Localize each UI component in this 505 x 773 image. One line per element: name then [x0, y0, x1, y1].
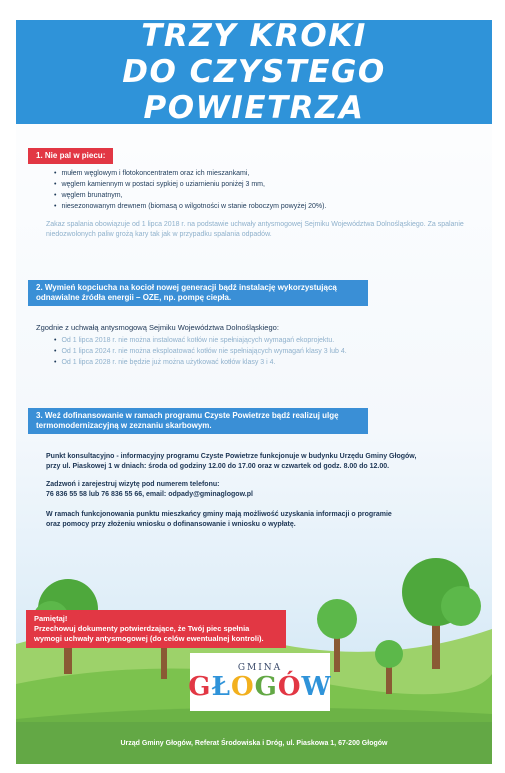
section-3-paragraph-3: [46, 510, 486, 530]
section-3-label: [28, 408, 368, 434]
reminder-heading: Pamiętaj!: [34, 614, 68, 623]
reminder-line-2: wymogi uchwały antysmogowej (do celów ewentualnej kontroli).: [34, 634, 264, 643]
section-1-note: Zakaz spalania obowiązuje od 1 lipca 2018 r. na podstawie uchwały antysmogowej Sejmiku Województwa Dolnośląskiego. Za spalanie niedozwolonych paliw grożą kary tak jak w przypadku spalania odpadów.: [46, 221, 464, 238]
paragraph-line: oraz pomocy przy złożeniu wniosku o dofinansowanie i wniosku o wypłatę.: [46, 521, 296, 528]
reminder-box: [26, 610, 286, 648]
logo-text-big: GŁOGÓW: [188, 672, 332, 702]
poster: [16, 20, 492, 764]
section-2-intro: Zgodnie z uchwałą antysmogową Sejmiku Województwa Dolnośląskiego:: [36, 323, 279, 332]
section-2-list: [54, 335, 464, 368]
reminder-line-1: Przechowuj dokumenty potwierdzające, że Twój piec spełnia: [34, 624, 250, 633]
section-3-label-line-1: 3. Weź dofinansowanie w ramach programu Czyste Powietrze bądź realizuj ulgę: [36, 411, 339, 420]
logo-text-small: GMINA: [237, 663, 283, 673]
section-1-list: [54, 168, 474, 212]
section-3-paragraph-2: [46, 480, 486, 500]
paragraph-line: Punkt konsultacyjno - informacyjny programu Czyste Powietrze funkcjonuje w budynku Urzędu Gminy Głogów,: [46, 453, 417, 460]
paragraph-line: Zadzwoń i zarejestruj wizytę pod numerem telefonu:: [46, 481, 220, 488]
list-item: • węglem brunatnym,: [54, 190, 474, 201]
list-item: • Od 1 lipca 2028 r. nie będzie już można użytkować kotłów klasy 3 i 4.: [54, 357, 464, 368]
section-2-label-line-1: 2. Wymień kopciucha na kocioł nowej generacji bądź instalację wykorzystującą: [36, 283, 337, 292]
title-line-1: TRZY KROKI: [141, 20, 367, 54]
list-item: • niesezonowanym drewnem (biomasą o wilgotności w stanie roboczym powyżej 20%).: [54, 201, 474, 212]
title-line-2: DO CZYSTEGO POWIETRZA: [122, 54, 386, 126]
contact-line: 76 836 55 58 lub 76 836 55 66, email: odpady@gminaglogow.pl: [46, 491, 253, 498]
list-item: • mułem węglowym i flotokoncentratem oraz ich mieszankami,: [54, 168, 474, 179]
section-2-label: [28, 280, 368, 306]
footer: Urząd Gminy Głogów, Referat Środowiska i Dróg, ul. Piaskowa 1, 67-200 Głogów: [16, 722, 492, 764]
paragraph-line: przy ul. Piaskowej 1 w dniach: środa od godziny 12.00 do 17.00 oraz w czwartek od godz. 8.00 do 12.00.: [46, 463, 390, 470]
section-2-label-line-2: odnawialne źródła energii – OZE, np. pompę ciepła.: [36, 293, 232, 302]
list-item: • Od 1 lipca 2018 r. nie można instalować kotłów nie spełniających wymagań ekoprojektu.: [54, 335, 464, 346]
gmina-logo: [190, 653, 330, 711]
section-3-label-line-2: termomodernizacyjną w zeznaniu skarbowym.: [36, 421, 212, 430]
paragraph-line: W ramach funkcjonowania punktu mieszkańcy gminy mają możliwość uzyskania informacji o programie: [46, 511, 392, 518]
section-1-label: 1. Nie pal w piecu:: [28, 148, 113, 164]
section-3-paragraph-1: [46, 452, 486, 472]
title-banner: [16, 20, 492, 124]
list-item: • węglem kamiennym w postaci sypkiej o uziarnieniu poniżej 3 mm,: [54, 179, 474, 190]
list-item: • Od 1 lipca 2024 r. nie można eksploatować kotłów nie spełniających wymagań klasy 3 lub 4.: [54, 346, 464, 357]
